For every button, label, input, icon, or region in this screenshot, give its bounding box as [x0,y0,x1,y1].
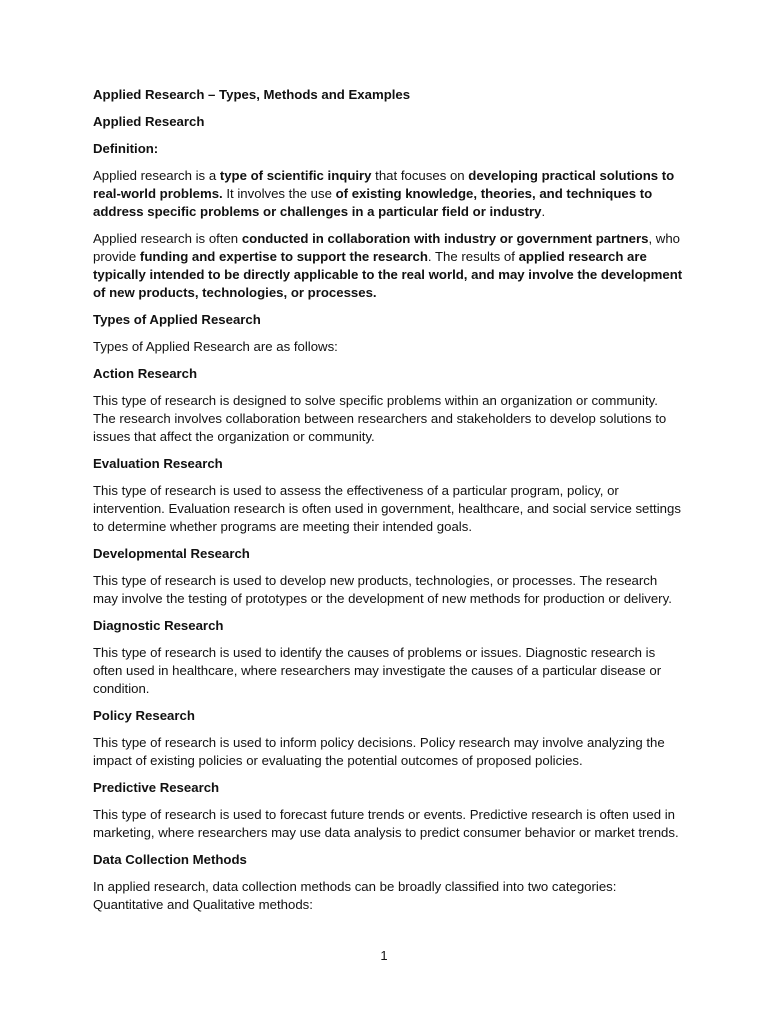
bold-run: applied research are typically intended to be directly applicable to the real world, and may involve the development of new products, technologies, or processes. [93,249,683,300]
text-run: . The results of [427,249,519,264]
types-heading: Types of Applied Research [93,312,261,327]
bold-run: developing practical solutions to real-world problems. [93,168,675,201]
bold-run: conducted in collaboration with industry or government partners [241,231,649,246]
bold-run: type of scientific inquiry [219,168,372,183]
section-heading: Applied Research [93,114,205,129]
developmental-research-text: This type of research is used to develop new products, technologies, or processes. The research may involve the testing of prototypes or the development of new methods for production or delivery. [93,573,672,606]
predictive-research-heading: Predictive Research [93,780,220,795]
action-research-heading: Action Research [93,366,198,381]
evaluation-research-text: This type of research is used to assess the effectiveness of a particular program, policy, or intervention. Evaluation research is often used in government, healthcare, and social service settings to determine whether programs are meeting their intended goals. [93,483,681,534]
evaluation-research-heading: Evaluation Research [93,456,223,471]
text-run: . [541,204,546,219]
methods-text: In applied research, data collection methods can be broadly classified into two categories: Quantitative and Qualitative methods: [93,879,617,912]
text-run: , who provide [93,231,680,264]
definition-heading: Definition: [93,141,159,156]
collaboration-paragraph [93,230,683,302]
diagnostic-research-text: This type of research is used to identify the causes of problems or issues. Diagnostic research is often used in healthcare, where researchers may investigate the causes of a particular disease or condition. [93,645,662,696]
document-title: Applied Research – Types, Methods and Examples [93,87,411,102]
page-number: 1 [380,948,388,963]
text-run: Applied research is often [93,231,242,246]
text-run: that focuses on [371,168,469,183]
document-body [93,86,683,923]
text-run: It involves the use [222,186,336,201]
bold-run: funding and expertise to support the research [139,249,428,264]
action-research-text: This type of research is designed to solve specific problems within an organization or community. The research involves collaboration between researchers and stakeholders to develop solutions to issues that affect the organization or community. [93,393,667,444]
predictive-research-text: This type of research is used to forecast future trends or events. Predictive research is often used in marketing, where researchers may use data analysis to predict consumer behavior or market trends. [93,807,679,840]
policy-research-heading: Policy Research [93,708,195,723]
policy-research-text: This type of research is used to inform policy decisions. Policy research may involve analyzing the impact of existing policies or evaluating the potential outcomes of proposed policies. [93,735,665,768]
definition-paragraph [93,167,683,221]
developmental-research-heading: Developmental Research [93,546,250,561]
diagnostic-research-heading: Diagnostic Research [93,618,224,633]
types-intro: Types of Applied Research are as follows: [93,339,338,354]
text-run: Applied research is a [93,168,220,183]
bold-run: of existing knowledge, theories, and techniques to address specific problems or challenges in a particular field or industry [93,186,653,219]
methods-heading: Data Collection Methods [93,852,247,867]
